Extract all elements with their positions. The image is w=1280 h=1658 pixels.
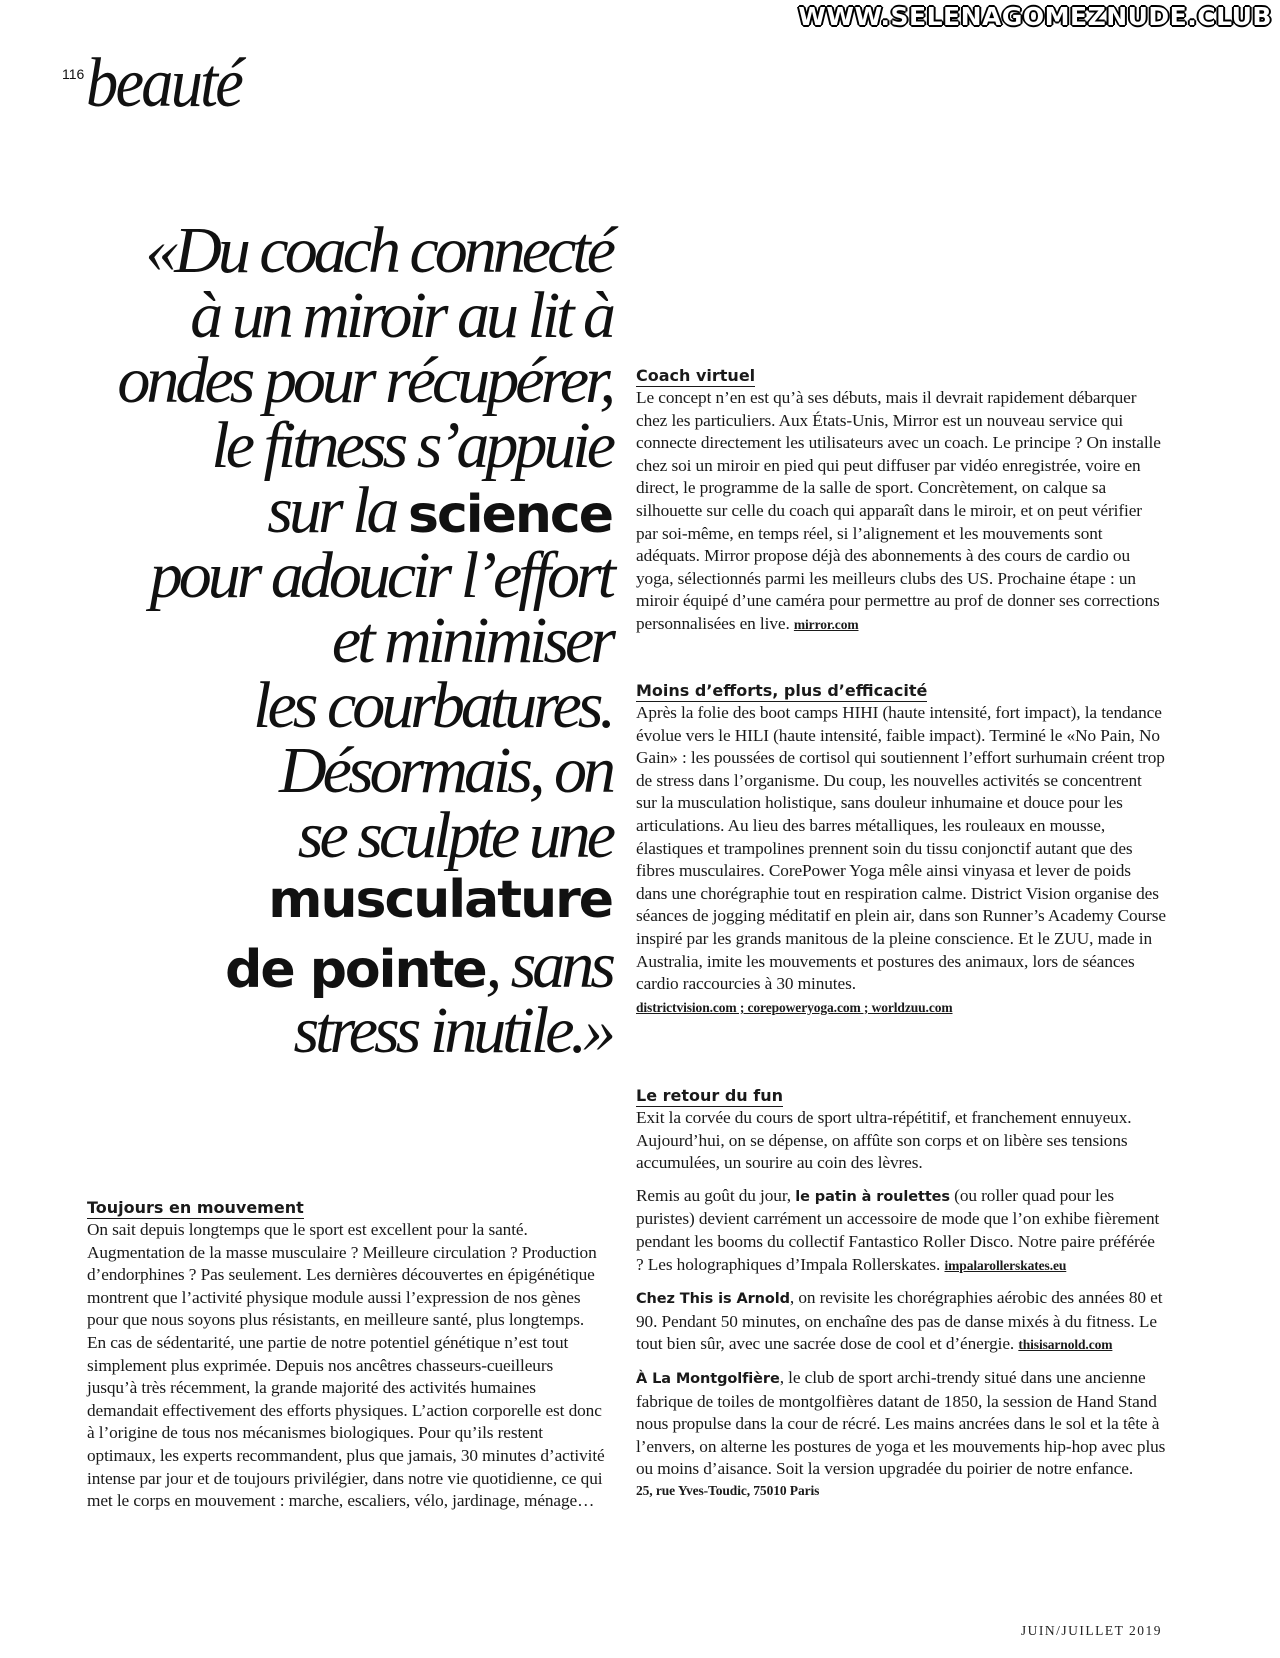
pull-quote-line (100, 474, 612, 547)
pull-quote-line: se sculpte une (297, 799, 612, 872)
pull-quote-fragment: , sans (485, 929, 612, 1002)
article-text: Après la folie des boot camps HIHI (haute intensité, fort impact), la tendance évolue vers le HILI (haute intensité, faible impact). Terminé le «No Pain, No Gain» : les poussées de cortisol qui soutiennent l’effort surhumain créent trop de stress dans l’organisme. Du coup, les nouvelles activités se concentrent sur la musculation holistique, sans douleur inhumaine et douce pour les articulations. Au lieu des barres métalliques, les rouleaux en mousse, élastiques et trampolines prennent soin du tissu conjonctif autant que des fibres musculaires. CorePower Yoga mêle ainsi vinyasa et lever de poids dans une chorégraphie tout en respiration calme. District Vision organise des séances de jogging méditatif en plein air, dans son Runner’s Academy Course inspiré par les grands manitous de la pleine conscience. Et le ZUU, made in Australia, imite les mouvements et postures des animaux, lors de séances cardio raccourcies à 30 minutes. (636, 703, 1166, 994)
article-text: Le concept n’en est qu’à ses débuts, mais il devrait rapidement débarquer chez les particuliers. Aux États-Unis, Mirror est un nouveau service qui connecte directement les utilisateurs avec un coach. Le principe ? On installe chez soi un miroir en pied qui peut diffuser par vidéo enregistrée, voire en direct, le programme de la salle de sport. Concrètement, on calque sa silhouette sur celle du coach qui apparaît dans le miroir, et on peut vérifier par soi-même, en temps réel, si l’alignement et les mouvements sont adéquats. Mirror propose déjà des abonnements à des cours de cardio ou yoga, sélectionnés parmi les meilleurs clubs des US. Prochaine étape : un miroir équipé d’une caméra pour permettre au prof de donner ses corrections personnalisées en live. (636, 388, 1161, 633)
address: 25, rue Yves-Toudic, 75010 Paris (636, 1482, 820, 1498)
arnold-link[interactable]: thisisarnold.com (1018, 1337, 1113, 1353)
article-heading: Le retour du fun (636, 1086, 784, 1105)
pull-quote-line: les courbatures. (253, 669, 612, 742)
mirror-link[interactable]: mirror.com (793, 616, 859, 632)
sources-link[interactable]: districtvision.com ; corepoweryoga.com ; worldzuu.com (636, 999, 953, 1015)
page-number: 116 (62, 66, 85, 82)
article-heading: Toujours en mouvement (87, 1198, 304, 1217)
pull-quote-line (100, 929, 612, 1002)
pull-quote-emphasis: musculature (268, 870, 612, 930)
article-text: Remis au goût du jour, (636, 1185, 796, 1205)
article-emphasis: Chez This is Arnold (636, 1291, 790, 1308)
article-paragraph (636, 1185, 1166, 1277)
pull-quote-line: «Du coach connecté (145, 214, 612, 287)
pull-quote (100, 214, 612, 1067)
issue-date: JUIN/JUILLET 2019 (1020, 1623, 1162, 1638)
section-title: beauté (86, 45, 242, 122)
article-text: , le club de sport archi-trendy situé dans une ancienne fabrique de toiles de montgolfières datant de 1850, la session de Hand Stand nous propulse dans la cour de récré. Les mains ancrées dans le sol et la tête à l’envers, on alterne les postures de yoga et les mouvements hip-hop avec plus ou moins d’aisance. Soit la version upgradée du poirier de notre enfance. (636, 1367, 1166, 1479)
pull-quote-fragment: sur la (267, 474, 409, 547)
article-retour-du-fun (636, 1085, 1166, 1501)
pull-quote-line: le fitness s’appuie (211, 409, 612, 482)
pull-quote-line: Désormais, on (278, 734, 612, 807)
article-heading: Moins d’efforts, plus d’efficacité (636, 681, 928, 700)
article-body (636, 387, 1166, 637)
article-body: On sait depuis longtemps que le sport est excellent pour la santé. Augmentation de la masse musculaire ? Meilleure circulation ? Production d’endorphines ? Pas seulement. Les dernières découvertes en épigénétique montrent que l’activité physique module aussi l’expression de nos gènes pour que nous soyons plus résistants, en meilleure santé, plus longtemps. En cas de sédentarité, une partie de notre potentiel génétique n’est tout simplement plus exprimée. Depuis nos ancêtres chasseurs-cueilleurs jusqu’à très récemment, la grande majorité des activités humaines demandait effectivement des efforts physiques. L’action corporelle est donc à l’origine de tous nos mécanismes biologiques. Pour qu’ils restent optimaux, les experts recommandent, plus que jamais, 30 minutes d’activité intense par jour et de toujours privilégier, dans notre vie quotidienne, ce qui met le corps en mouvement : marche, escaliers, vélo, jardinage, ménage… (87, 1220, 605, 1511)
article-emphasis: À La Montgolfière (636, 1370, 780, 1387)
article-paragraph (636, 1287, 1166, 1357)
watermark-text: WWW.SELENAGOMEZNUDE.CLUB (798, 2, 1272, 31)
impala-link[interactable]: impalarollerskates.eu (944, 1257, 1067, 1273)
pull-quote-line: pour adoucir l’effort (149, 539, 612, 612)
article-paragraph (636, 1367, 1166, 1501)
article-coach-virtuel (636, 365, 1166, 637)
article-heading: Coach virtuel (636, 366, 756, 385)
article-toujours-en-mouvement (87, 1197, 607, 1513)
pull-quote-line: et minimiser (331, 604, 612, 677)
article-paragraph: Exit la corvée du cours de sport ultra-répétitif, et franchement ennuyeux. Aujourd’hui, on se dépense, on affûte son corps et on libère ses tensions accumulées, un sourire au coin des lèvres. (636, 1108, 1132, 1173)
article-body (636, 702, 1166, 996)
pull-quote-emphasis: science (408, 485, 612, 545)
article-emphasis: le patin à roulettes (795, 1188, 950, 1205)
pull-quote-line: stress inutile.» (293, 994, 612, 1067)
article-moins-efforts (636, 680, 1166, 1019)
article-text: , on revisite les chorégraphies aérobic des années 80 et 90. Pendant 50 minutes, on enchaîne des pas de danse mixés à du fitness. Le tout bien sûr, avec une sacrée dose de cool et d’énergie. (636, 1288, 1163, 1354)
pull-quote-line: ondes pour récupérer, (117, 344, 612, 417)
pull-quote-emphasis: de pointe (225, 940, 486, 1000)
pull-quote-line: à un miroir au lit à (190, 279, 612, 352)
article-links (636, 996, 1166, 1020)
article-text: (ou roller quad pour les puristes) devient carrément un accessoire de mode que l’on exhibe fièrement pendant les booms du collectif Fantastico Roller Disco. Notre paire préférée ? Les holographiques d’Impala Rollerskates. (636, 1185, 1160, 1274)
